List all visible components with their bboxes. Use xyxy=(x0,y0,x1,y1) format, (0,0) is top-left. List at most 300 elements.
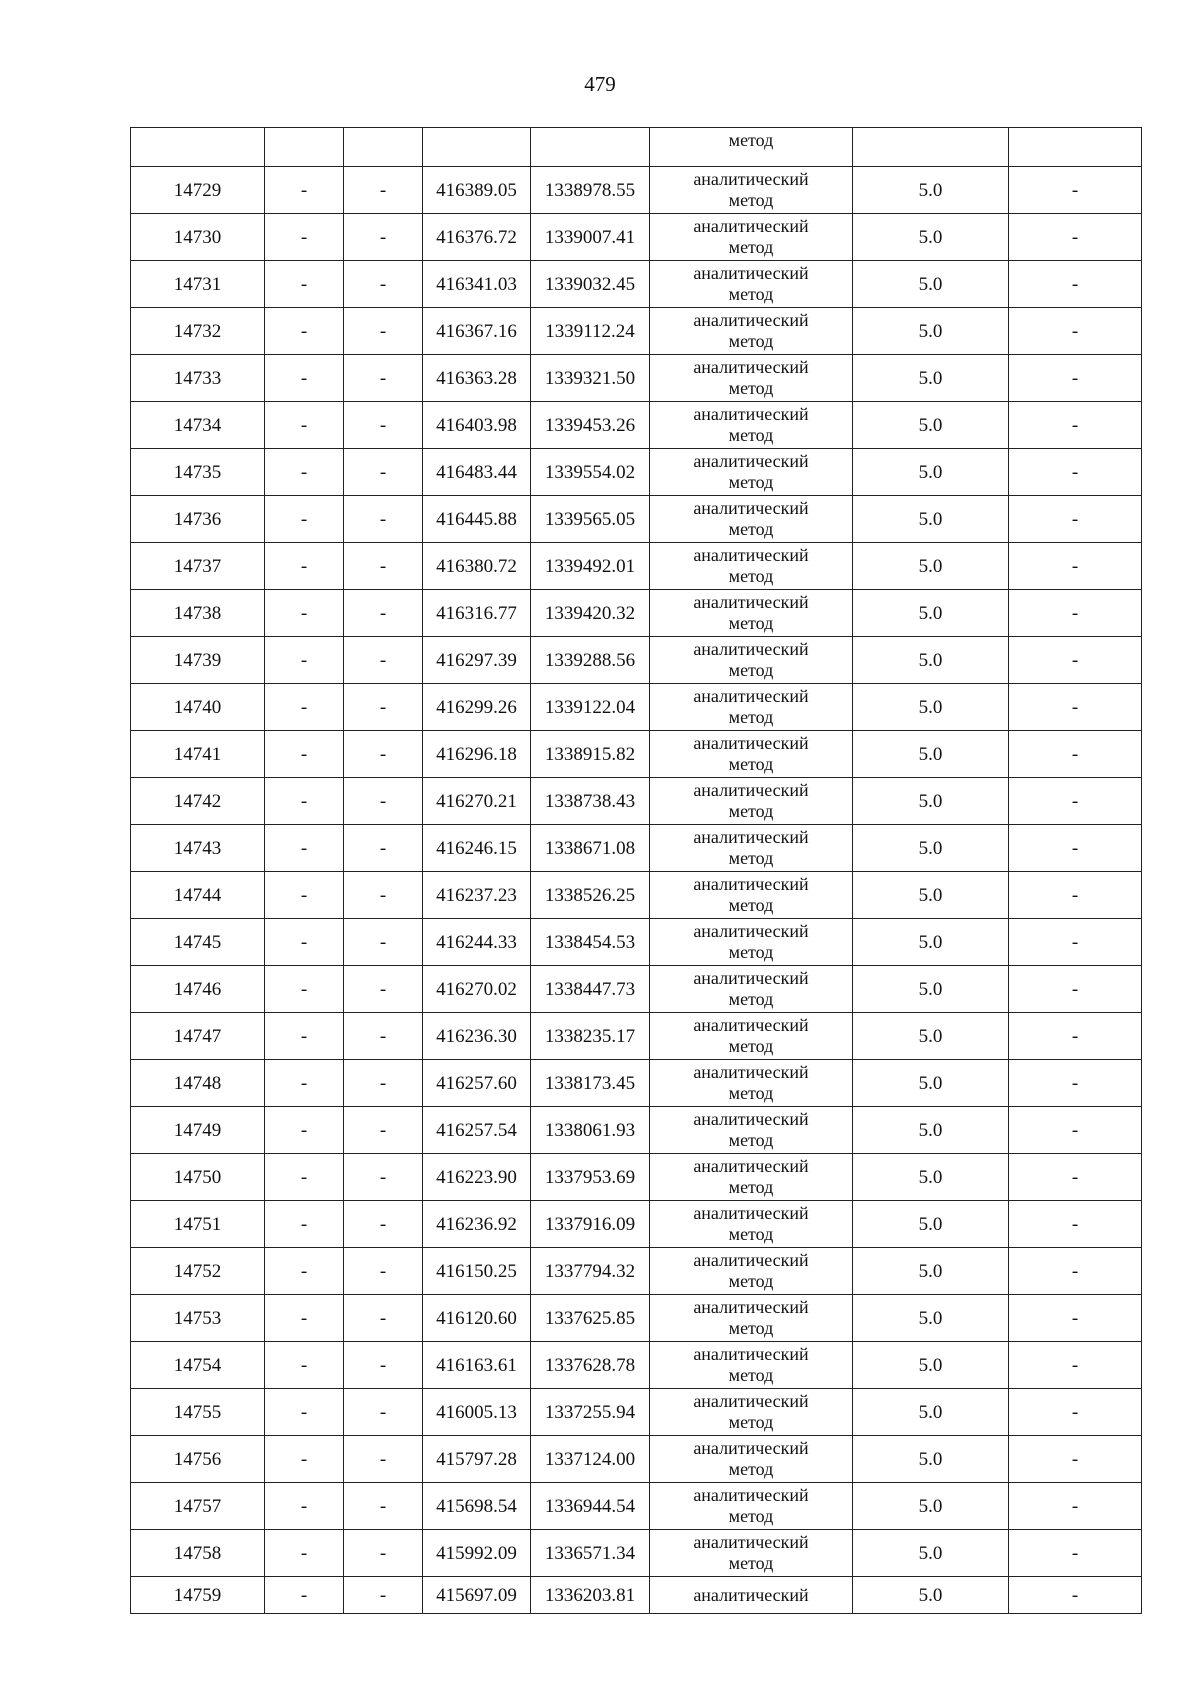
cell-y: 1339112.24 xyxy=(531,308,650,355)
cell-dash: - xyxy=(1009,1060,1142,1107)
method-line-1: аналитический xyxy=(693,1532,809,1552)
cell-accuracy xyxy=(853,128,1009,167)
cell-method xyxy=(650,1436,853,1483)
cell-dash: - xyxy=(344,684,423,731)
method-line-2: метод xyxy=(728,425,774,445)
cell-accuracy: 5.0 xyxy=(853,449,1009,496)
cell-dash: - xyxy=(265,1154,344,1201)
cell-x: 416150.25 xyxy=(423,1248,531,1295)
table-row xyxy=(131,1248,1142,1295)
cell-x: 416363.28 xyxy=(423,355,531,402)
cell-accuracy: 5.0 xyxy=(853,1530,1009,1577)
cell-y: 1337953.69 xyxy=(531,1154,650,1201)
cell-point-id: 14732 xyxy=(131,308,265,355)
cell-dash: - xyxy=(344,1389,423,1436)
table-row xyxy=(131,1154,1142,1201)
method-line-2: метод xyxy=(728,1412,774,1432)
cell-point-id: 14755 xyxy=(131,1389,265,1436)
cell-y xyxy=(531,128,650,167)
table-row xyxy=(131,496,1142,543)
cell-y: 1339565.05 xyxy=(531,496,650,543)
cell-y: 1338061.93 xyxy=(531,1107,650,1154)
cell-dash: - xyxy=(1009,919,1142,966)
cell-y: 1339492.01 xyxy=(531,543,650,590)
cell-y: 1337625.85 xyxy=(531,1295,650,1342)
cell-y: 1338671.08 xyxy=(531,825,650,872)
cell-method xyxy=(650,261,853,308)
method-line-1: аналитический xyxy=(693,1297,809,1317)
cell-x: 416236.30 xyxy=(423,1013,531,1060)
cell-accuracy: 5.0 xyxy=(853,1577,1009,1614)
cell-dash: - xyxy=(344,1436,423,1483)
table-row xyxy=(131,731,1142,778)
method-line-2: метод xyxy=(728,1318,774,1338)
method-line-2: метод xyxy=(728,613,774,633)
cell-method: метод xyxy=(650,128,853,167)
cell-dash: - xyxy=(344,1342,423,1389)
cell-dash: - xyxy=(344,1201,423,1248)
cell-dash: - xyxy=(1009,637,1142,684)
cell-x: 415698.54 xyxy=(423,1483,531,1530)
method-line-1: аналитический xyxy=(693,874,809,894)
cell-dash: - xyxy=(265,731,344,778)
cell-x: 416223.90 xyxy=(423,1154,531,1201)
cell-point-id: 14758 xyxy=(131,1530,265,1577)
method-line-2: метод xyxy=(728,1083,774,1103)
cell-dash: - xyxy=(265,966,344,1013)
method-line-2: метод xyxy=(728,1271,774,1291)
cell-x: 416237.23 xyxy=(423,872,531,919)
cell-point-id: 14734 xyxy=(131,402,265,449)
method-line-1: аналитический xyxy=(693,310,809,330)
cell-y: 1338915.82 xyxy=(531,731,650,778)
cell-point-id: 14737 xyxy=(131,543,265,590)
cell-x: 416005.13 xyxy=(423,1389,531,1436)
table-row xyxy=(131,1342,1142,1389)
table-row xyxy=(131,449,1142,496)
cell-y: 1337628.78 xyxy=(531,1342,650,1389)
cell-method xyxy=(650,1530,853,1577)
method-line-1: аналитический xyxy=(693,545,809,565)
cell-dash: - xyxy=(265,1295,344,1342)
cell-point-id: 14746 xyxy=(131,966,265,1013)
table-row xyxy=(131,355,1142,402)
method-line-1: аналитический xyxy=(693,451,809,471)
cell-method xyxy=(650,590,853,637)
method-line-2: метод xyxy=(728,1224,774,1244)
cell-point-id: 14747 xyxy=(131,1013,265,1060)
cell-dash: - xyxy=(344,1295,423,1342)
cell-dash: - xyxy=(344,214,423,261)
cell-y: 1339420.32 xyxy=(531,590,650,637)
cell-dash: - xyxy=(1009,684,1142,731)
table-row xyxy=(131,402,1142,449)
cell-x: 416341.03 xyxy=(423,261,531,308)
cell-method xyxy=(650,1389,853,1436)
cell-x: 416483.44 xyxy=(423,449,531,496)
cell-dash: - xyxy=(1009,214,1142,261)
cell-empty xyxy=(344,128,423,167)
method-line-1: аналитический xyxy=(693,1344,809,1364)
cell-dash: - xyxy=(265,355,344,402)
cell-dash: - xyxy=(344,1483,423,1530)
cell-method xyxy=(650,402,853,449)
cell-method xyxy=(650,966,853,1013)
method-line-1: аналитический xyxy=(693,216,809,236)
cell-x: 416270.21 xyxy=(423,778,531,825)
cell-x: 416403.98 xyxy=(423,402,531,449)
cell-method xyxy=(650,355,853,402)
table-row-last xyxy=(131,1577,1142,1614)
cell-dash: - xyxy=(265,1436,344,1483)
cell-method xyxy=(650,1060,853,1107)
method-line-1: аналитический xyxy=(693,1485,809,1505)
cell-method xyxy=(650,1013,853,1060)
cell-dash: - xyxy=(1009,872,1142,919)
cell-dash: - xyxy=(265,825,344,872)
cell-method xyxy=(650,543,853,590)
cell-accuracy: 5.0 xyxy=(853,214,1009,261)
table-row xyxy=(131,1436,1142,1483)
method-line-2: метод xyxy=(728,801,774,821)
cell-accuracy: 5.0 xyxy=(853,637,1009,684)
cell-dash: - xyxy=(344,825,423,872)
cell-dash: - xyxy=(1009,496,1142,543)
cell-accuracy: 5.0 xyxy=(853,543,1009,590)
cell-dash: - xyxy=(265,919,344,966)
table-row xyxy=(131,684,1142,731)
cell-y: 1337916.09 xyxy=(531,1201,650,1248)
cell-point-id: 14750 xyxy=(131,1154,265,1201)
cell-y: 1337794.32 xyxy=(531,1248,650,1295)
cell-accuracy: 5.0 xyxy=(853,496,1009,543)
cell-point-id: 14741 xyxy=(131,731,265,778)
cell-dash: - xyxy=(265,261,344,308)
cell-accuracy: 5.0 xyxy=(853,1154,1009,1201)
cell-point-id: 14738 xyxy=(131,590,265,637)
cell-x: 416389.05 xyxy=(423,167,531,214)
cell-dash: - xyxy=(1009,1201,1142,1248)
table-row xyxy=(131,1013,1142,1060)
cell-point-id: 14759 xyxy=(131,1577,265,1614)
cell-method xyxy=(650,449,853,496)
cell-dash: - xyxy=(344,872,423,919)
cell-x: 416376.72 xyxy=(423,214,531,261)
cell-point-id: 14749 xyxy=(131,1107,265,1154)
cell-dash: - xyxy=(344,1154,423,1201)
cell-dash: - xyxy=(344,449,423,496)
table-row xyxy=(131,1295,1142,1342)
cell-accuracy: 5.0 xyxy=(853,355,1009,402)
method-line-2: метод xyxy=(728,378,774,398)
method-line-2: метод xyxy=(728,190,774,210)
cell-point-id: 14742 xyxy=(131,778,265,825)
cell-x: 415797.28 xyxy=(423,1436,531,1483)
cell-method xyxy=(650,496,853,543)
cell-method xyxy=(650,825,853,872)
cell-dash: - xyxy=(265,308,344,355)
cell-dash: - xyxy=(265,590,344,637)
cell-point-id: 14751 xyxy=(131,1201,265,1248)
cell-point-id: 14736 xyxy=(131,496,265,543)
cell-empty xyxy=(265,128,344,167)
cell-accuracy: 5.0 xyxy=(853,872,1009,919)
cell-point-id: 14744 xyxy=(131,872,265,919)
cell-point-id: 14757 xyxy=(131,1483,265,1530)
cell-point-id: 14754 xyxy=(131,1342,265,1389)
cell-y: 1339007.41 xyxy=(531,214,650,261)
method-line-1: аналитический xyxy=(693,1156,809,1176)
method-line-2: метод xyxy=(728,1506,774,1526)
cell-x: 416297.39 xyxy=(423,637,531,684)
table-row xyxy=(131,1389,1142,1436)
cell-method xyxy=(650,919,853,966)
cell-dash: - xyxy=(265,684,344,731)
method-line-2: метод xyxy=(728,660,774,680)
cell-method xyxy=(650,872,853,919)
cell-x: 416257.54 xyxy=(423,1107,531,1154)
cell-dash: - xyxy=(1009,308,1142,355)
cell-x: 416120.60 xyxy=(423,1295,531,1342)
cell-dash: - xyxy=(1009,543,1142,590)
cell-accuracy: 5.0 xyxy=(853,919,1009,966)
cell-dash: - xyxy=(1009,1530,1142,1577)
cell-dash: - xyxy=(344,1577,423,1614)
method-line-2: метод xyxy=(728,519,774,539)
table-row-continuation xyxy=(131,128,1142,167)
cell-x: 416246.15 xyxy=(423,825,531,872)
cell-y: 1337255.94 xyxy=(531,1389,650,1436)
method-line-2: метод xyxy=(728,566,774,586)
method-line-1: аналитический xyxy=(693,1015,809,1035)
cell-dash: - xyxy=(1009,1483,1142,1530)
cell-note xyxy=(1009,128,1142,167)
cell-dash: - xyxy=(344,167,423,214)
coordinates-table xyxy=(130,127,1142,1614)
cell-dash: - xyxy=(1009,167,1142,214)
cell-method: аналитический xyxy=(650,1577,853,1614)
cell-dash: - xyxy=(1009,261,1142,308)
cell-dash: - xyxy=(265,1342,344,1389)
cell-dash: - xyxy=(344,966,423,1013)
cell-dash: - xyxy=(344,590,423,637)
method-line-1: аналитический xyxy=(693,263,809,283)
cell-accuracy: 5.0 xyxy=(853,1060,1009,1107)
cell-dash: - xyxy=(1009,449,1142,496)
method-line-1: аналитический xyxy=(693,592,809,612)
method-line-1: аналитический xyxy=(693,169,809,189)
cell-method xyxy=(650,308,853,355)
cell-method xyxy=(650,684,853,731)
cell-dash: - xyxy=(344,778,423,825)
cell-dash: - xyxy=(344,1530,423,1577)
method-line-1: аналитический xyxy=(693,404,809,424)
cell-accuracy: 5.0 xyxy=(853,966,1009,1013)
cell-point-id: 14745 xyxy=(131,919,265,966)
cell-method xyxy=(650,1483,853,1530)
cell-dash: - xyxy=(1009,1436,1142,1483)
method-line-2: метод xyxy=(728,754,774,774)
cell-method xyxy=(650,1107,853,1154)
method-line-1: аналитический xyxy=(693,639,809,659)
cell-dash: - xyxy=(265,1389,344,1436)
cell-dash: - xyxy=(1009,778,1142,825)
page-number: 479 xyxy=(584,72,616,96)
method-line-2: метод xyxy=(728,895,774,915)
cell-accuracy: 5.0 xyxy=(853,1248,1009,1295)
cell-dash: - xyxy=(1009,1154,1142,1201)
cell-x xyxy=(423,128,531,167)
method-line-2: метод xyxy=(728,942,774,962)
table-row xyxy=(131,1107,1142,1154)
cell-accuracy: 5.0 xyxy=(853,1342,1009,1389)
method-line-2: метод xyxy=(728,284,774,304)
cell-point-id: 14752 xyxy=(131,1248,265,1295)
table-row xyxy=(131,872,1142,919)
cell-dash: - xyxy=(1009,590,1142,637)
cell-y: 1339321.50 xyxy=(531,355,650,402)
cell-accuracy: 5.0 xyxy=(853,825,1009,872)
method-line-1: аналитический xyxy=(693,780,809,800)
cell-dash: - xyxy=(1009,1248,1142,1295)
cell-dash: - xyxy=(1009,1342,1142,1389)
cell-dash: - xyxy=(344,1060,423,1107)
method-line-1: аналитический xyxy=(693,921,809,941)
table-row xyxy=(131,1530,1142,1577)
cell-method xyxy=(650,1295,853,1342)
table-row xyxy=(131,590,1142,637)
cell-accuracy: 5.0 xyxy=(853,1107,1009,1154)
cell-dash: - xyxy=(265,1060,344,1107)
cell-y: 1336571.34 xyxy=(531,1530,650,1577)
cell-accuracy: 5.0 xyxy=(853,1483,1009,1530)
cell-y: 1339554.02 xyxy=(531,449,650,496)
cell-dash: - xyxy=(265,1201,344,1248)
cell-point-id: 14739 xyxy=(131,637,265,684)
cell-x: 416270.02 xyxy=(423,966,531,1013)
method-line-2: метод xyxy=(728,237,774,257)
method-line-1: аналитический xyxy=(693,968,809,988)
method-line-1: аналитический xyxy=(693,1438,809,1458)
cell-accuracy: 5.0 xyxy=(853,308,1009,355)
cell-y: 1339288.56 xyxy=(531,637,650,684)
cell-accuracy: 5.0 xyxy=(853,167,1009,214)
cell-dash: - xyxy=(1009,1389,1142,1436)
cell-x: 415697.09 xyxy=(423,1577,531,1614)
cell-dash: - xyxy=(344,1248,423,1295)
cell-dash: - xyxy=(344,355,423,402)
method-line-2: метод xyxy=(728,707,774,727)
method-line-1: аналитический xyxy=(693,1203,809,1223)
cell-x: 416445.88 xyxy=(423,496,531,543)
method-line-1: аналитический xyxy=(693,357,809,377)
cell-dash: - xyxy=(265,167,344,214)
cell-dash: - xyxy=(265,778,344,825)
cell-method xyxy=(650,167,853,214)
cell-dash: - xyxy=(1009,1577,1142,1614)
method-line-1: аналитический xyxy=(693,498,809,518)
table-row xyxy=(131,1483,1142,1530)
cell-x: 415992.09 xyxy=(423,1530,531,1577)
cell-point-id: 14748 xyxy=(131,1060,265,1107)
cell-y: 1338454.53 xyxy=(531,919,650,966)
table-row xyxy=(131,966,1142,1013)
table-row xyxy=(131,1060,1142,1107)
method-line-2: метод xyxy=(728,331,774,351)
cell-dash: - xyxy=(265,1013,344,1060)
table-row xyxy=(131,1201,1142,1248)
cell-accuracy: 5.0 xyxy=(853,1295,1009,1342)
cell-accuracy: 5.0 xyxy=(853,1436,1009,1483)
table-row xyxy=(131,919,1142,966)
cell-method xyxy=(650,637,853,684)
cell-accuracy: 5.0 xyxy=(853,731,1009,778)
table-row xyxy=(131,261,1142,308)
cell-dash: - xyxy=(265,496,344,543)
table-row xyxy=(131,825,1142,872)
cell-accuracy: 5.0 xyxy=(853,778,1009,825)
cell-x: 416236.92 xyxy=(423,1201,531,1248)
cell-dash: - xyxy=(1009,731,1142,778)
cell-dash: - xyxy=(265,1107,344,1154)
cell-accuracy: 5.0 xyxy=(853,1013,1009,1060)
method-line-2: метод xyxy=(728,1177,774,1197)
cell-dash: - xyxy=(265,1248,344,1295)
cell-accuracy: 5.0 xyxy=(853,1389,1009,1436)
cell-dash: - xyxy=(1009,355,1142,402)
cell-dash: - xyxy=(265,872,344,919)
method-line-1: аналитический xyxy=(693,1391,809,1411)
method-line-2: метод xyxy=(728,848,774,868)
table-row xyxy=(131,167,1142,214)
cell-point-id: 14731 xyxy=(131,261,265,308)
cell-y: 1338447.73 xyxy=(531,966,650,1013)
cell-point-id: 14733 xyxy=(131,355,265,402)
cell-point-id: 14740 xyxy=(131,684,265,731)
cell-y: 1338173.45 xyxy=(531,1060,650,1107)
cell-dash: - xyxy=(344,261,423,308)
method-line-1: аналитический xyxy=(693,733,809,753)
cell-dash: - xyxy=(344,308,423,355)
table-row xyxy=(131,543,1142,590)
method-line-1: аналитический xyxy=(693,1062,809,1082)
method-line-2: метод xyxy=(728,1365,774,1385)
cell-dash: - xyxy=(1009,825,1142,872)
cell-y: 1336203.81 xyxy=(531,1577,650,1614)
cell-x: 416296.18 xyxy=(423,731,531,778)
cell-point-id: 14743 xyxy=(131,825,265,872)
cell-method xyxy=(650,1342,853,1389)
cell-y: 1339122.04 xyxy=(531,684,650,731)
cell-x: 416257.60 xyxy=(423,1060,531,1107)
table-row xyxy=(131,778,1142,825)
cell-accuracy: 5.0 xyxy=(853,402,1009,449)
cell-dash: - xyxy=(344,402,423,449)
cell-x: 416299.26 xyxy=(423,684,531,731)
cell-y: 1338738.43 xyxy=(531,778,650,825)
cell-y: 1336944.54 xyxy=(531,1483,650,1530)
method-line-2: метод xyxy=(728,1036,774,1056)
cell-x: 416380.72 xyxy=(423,543,531,590)
cell-x: 416367.16 xyxy=(423,308,531,355)
cell-y: 1339032.45 xyxy=(531,261,650,308)
cell-y: 1338978.55 xyxy=(531,167,650,214)
cell-method xyxy=(650,1248,853,1295)
method-line-1: аналитический xyxy=(693,1109,809,1129)
cell-method xyxy=(650,778,853,825)
cell-x: 416163.61 xyxy=(423,1342,531,1389)
cell-method xyxy=(650,1154,853,1201)
